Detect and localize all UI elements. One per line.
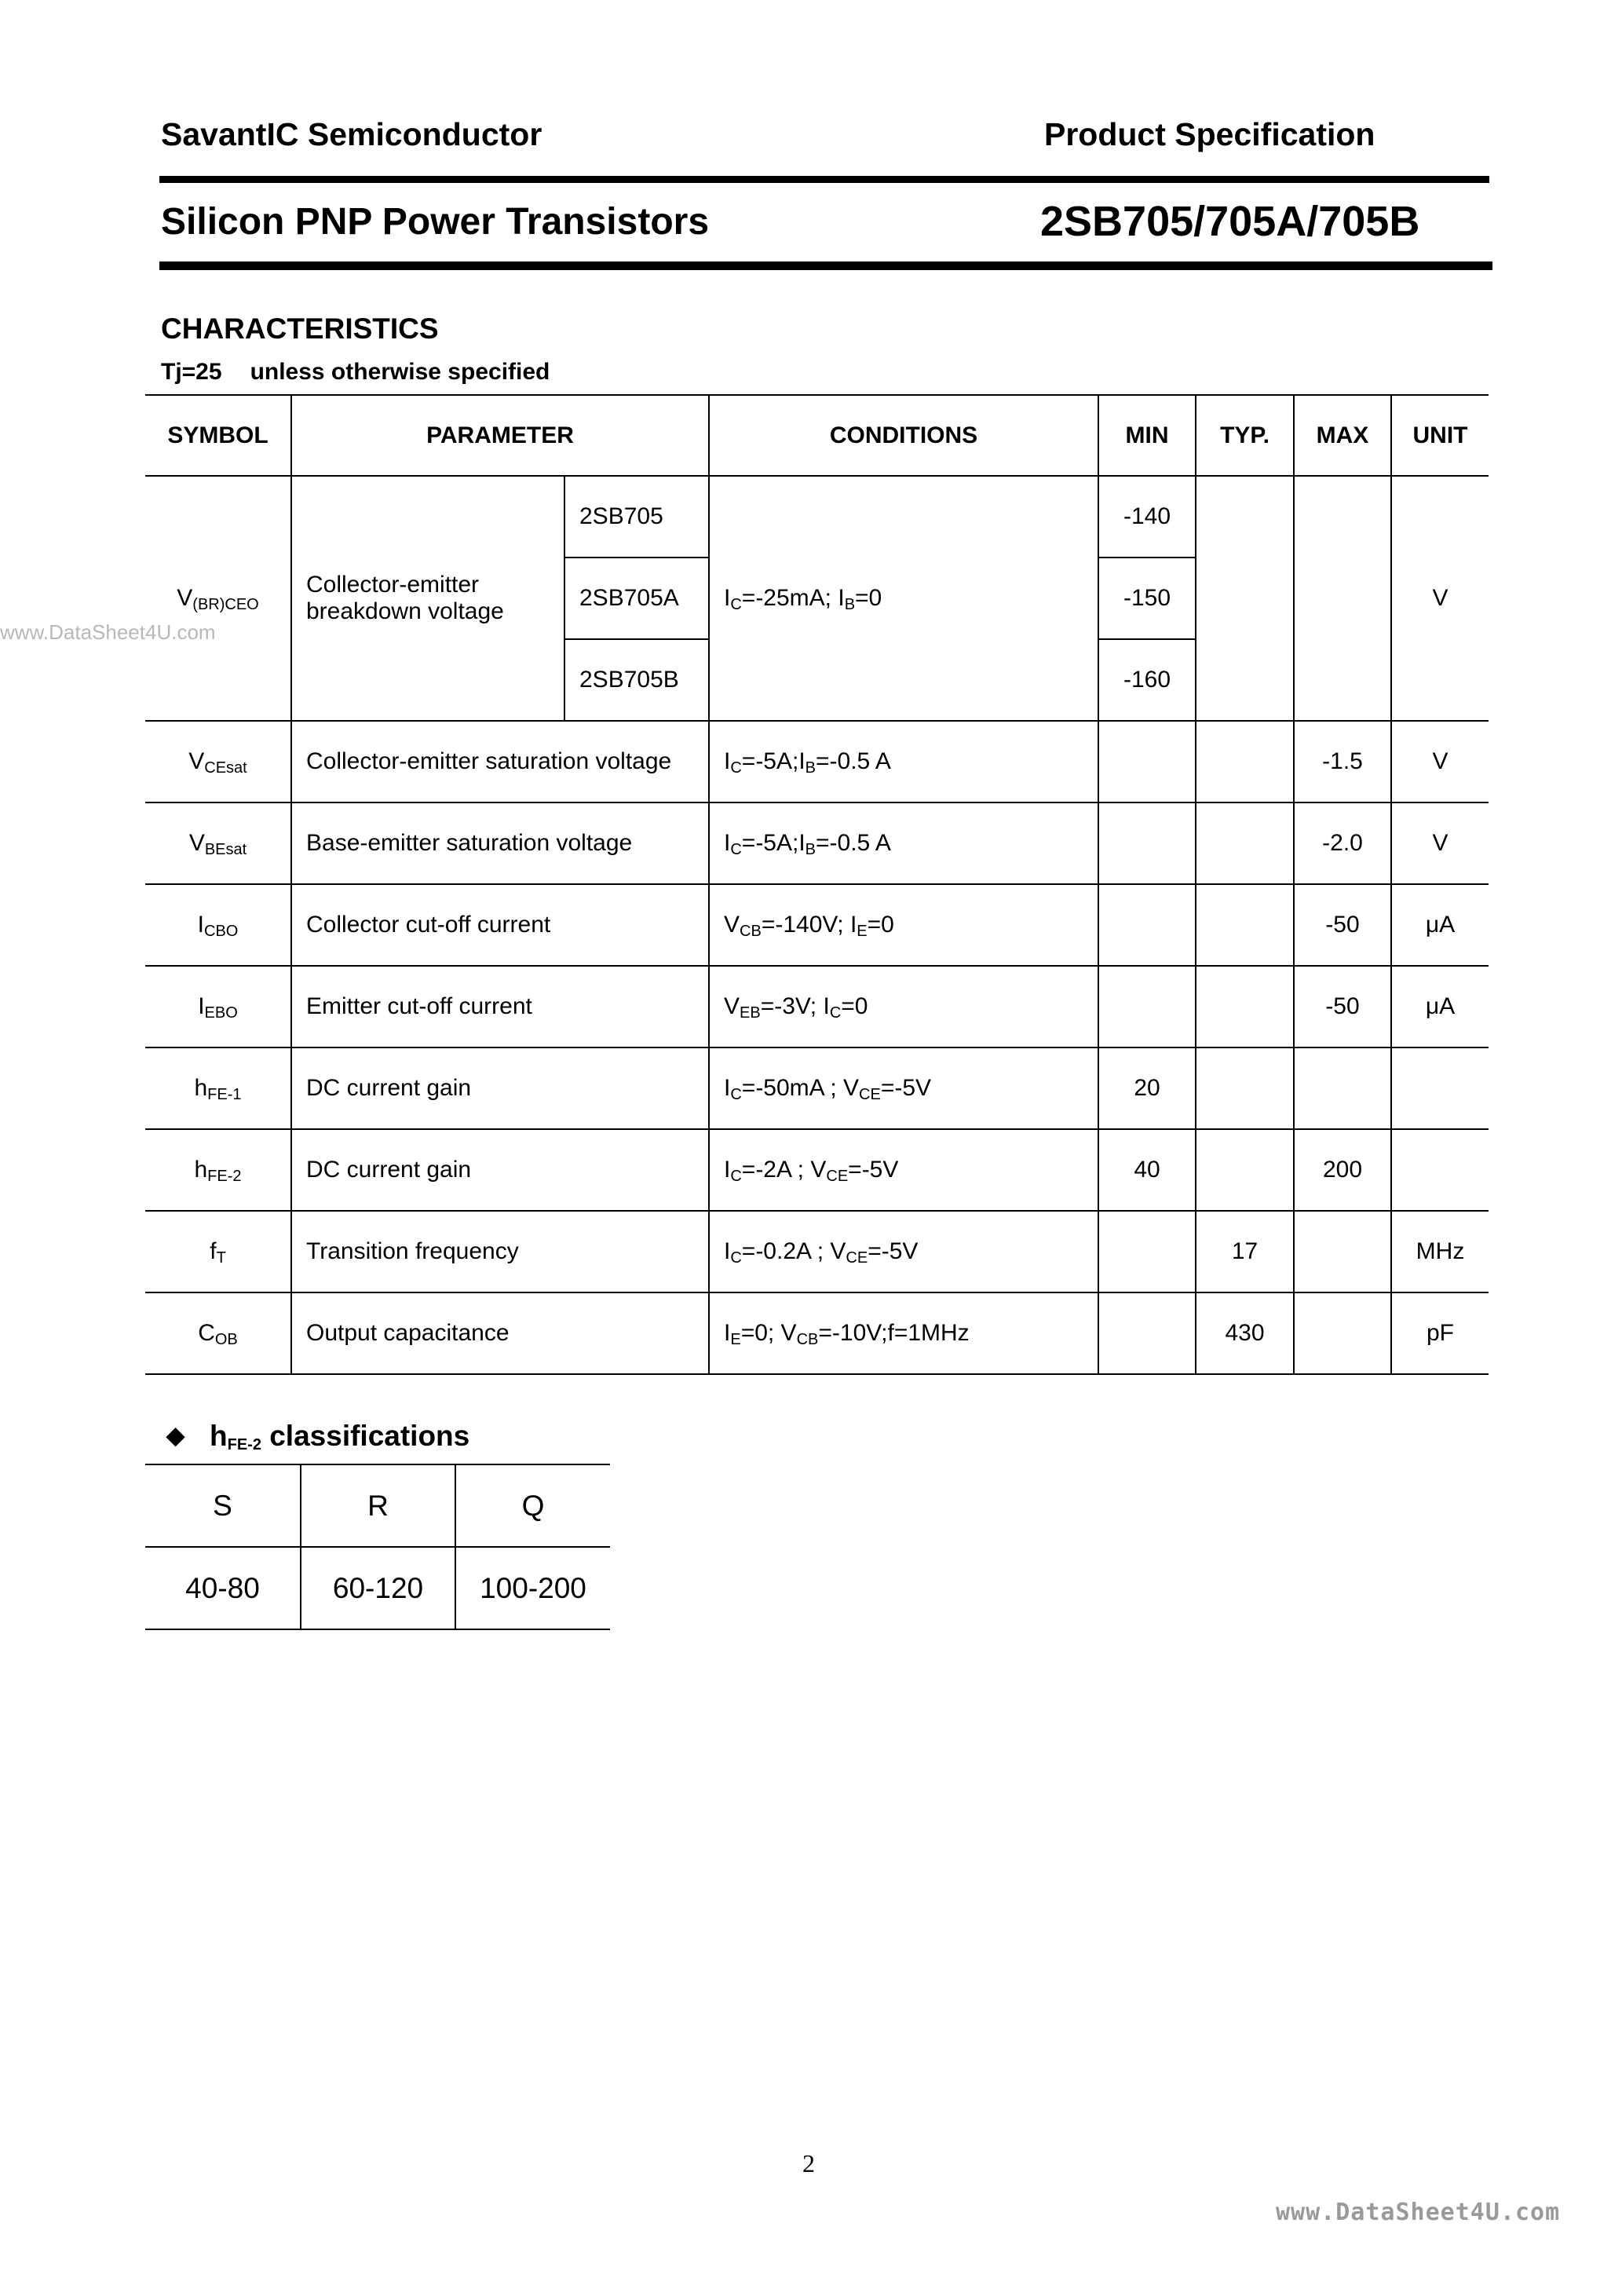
table-row bbox=[145, 1047, 1489, 1129]
grade-cell: S bbox=[145, 1464, 301, 1547]
min-cell: -140 bbox=[1098, 476, 1196, 558]
section-title: CHARACTERISTICS bbox=[161, 313, 439, 345]
parameter-cell: Collector-emitter saturation voltage bbox=[291, 721, 709, 803]
typ-cell: 430 bbox=[1196, 1292, 1294, 1374]
unit-cell: V bbox=[1391, 476, 1489, 721]
max-cell: -50 bbox=[1294, 884, 1391, 966]
unit-cell: V bbox=[1391, 803, 1489, 884]
table-header-row bbox=[145, 395, 1489, 476]
max-cell bbox=[1294, 1211, 1391, 1292]
max-cell bbox=[1294, 1292, 1391, 1374]
range-cell: 100-200 bbox=[455, 1547, 610, 1629]
page-number: 2 bbox=[802, 2149, 815, 2177]
parameter-cell: Emitter cut-off current bbox=[291, 966, 709, 1047]
typ-cell bbox=[1196, 1129, 1294, 1211]
header-conditions: CONDITIONS bbox=[709, 395, 1098, 476]
header-rule-bottom bbox=[159, 261, 1492, 270]
max-cell: -50 bbox=[1294, 966, 1391, 1047]
unit-cell: μA bbox=[1391, 966, 1489, 1047]
parameter-cell: Transition frequency bbox=[291, 1211, 709, 1292]
min-cell bbox=[1098, 721, 1196, 803]
symbol-cell: $h_{FE-2}$ bbox=[145, 1129, 291, 1211]
table-row bbox=[145, 721, 1489, 803]
min-cell bbox=[1098, 966, 1196, 1047]
typ-cell bbox=[1196, 803, 1294, 884]
min-cell bbox=[1098, 884, 1196, 966]
unit-cell: μA bbox=[1391, 884, 1489, 966]
conditions-cell: $I_C=-25mA$; $I_B=0$ bbox=[709, 476, 1098, 721]
unit-cell: pF bbox=[1391, 1292, 1489, 1374]
min-cell bbox=[1098, 1211, 1196, 1292]
typ-cell bbox=[1196, 1047, 1294, 1129]
temperature-condition: Tj=25 bbox=[161, 359, 222, 385]
conditions-cell: $I_C=-0.2A$ ; $V_{CE}=-5V$ bbox=[709, 1211, 1098, 1292]
symbol-cell: $V_{(BR)CEO}$ bbox=[145, 476, 291, 721]
parameter-cell: DC current gain bbox=[291, 1129, 709, 1211]
typ-cell bbox=[1196, 721, 1294, 803]
max-cell: 200 bbox=[1294, 1129, 1391, 1211]
min-cell: -160 bbox=[1098, 639, 1196, 721]
condition-note: unless otherwise specified bbox=[250, 359, 550, 385]
variant-cell: 2SB705B bbox=[564, 639, 709, 721]
header-unit: UNIT bbox=[1391, 395, 1489, 476]
grade-cell: Q bbox=[455, 1464, 610, 1547]
watermark-bottom: www.DataSheet4U.com bbox=[1276, 2199, 1561, 2226]
typ-cell bbox=[1196, 966, 1294, 1047]
min-cell: -150 bbox=[1098, 558, 1196, 639]
conditions-cell: $I_C=-2A$ ; $V_{CE}=-5V$ bbox=[709, 1129, 1098, 1211]
section-conditions bbox=[161, 359, 550, 386]
characteristics-table bbox=[145, 394, 1489, 1375]
header-rule-top bbox=[159, 176, 1489, 183]
spec-label: Product Specification bbox=[1044, 116, 1375, 152]
range-cell: 60-120 bbox=[301, 1547, 455, 1629]
variant-cell: 2SB705A bbox=[564, 558, 709, 639]
parameter-cell: Collector cut-off current bbox=[291, 884, 709, 966]
max-cell: -2.0 bbox=[1294, 803, 1391, 884]
classification-table bbox=[145, 1464, 610, 1630]
watermark-left: www.DataSheet4U.com bbox=[0, 620, 216, 644]
part-number: 2SB705/705A/705B bbox=[1040, 198, 1420, 245]
table-row bbox=[145, 803, 1489, 884]
min-cell: 40 bbox=[1098, 1129, 1196, 1211]
conditions-cell: $V_{EB}=-3V$; $I_C=0$ bbox=[709, 966, 1098, 1047]
company-name: SavantIC Semiconductor bbox=[161, 116, 542, 152]
conditions-cell: $V_{CB}=-140V$; $I_E=0$ bbox=[709, 884, 1098, 966]
symbol-cell: $I_{EBO}$ bbox=[145, 966, 291, 1047]
parameter-cell: DC current gain bbox=[291, 1047, 709, 1129]
table-row bbox=[145, 476, 1489, 558]
parameter-cell: Base-emitter saturation voltage bbox=[291, 803, 709, 884]
max-cell bbox=[1294, 476, 1391, 721]
unit-cell bbox=[1391, 1047, 1489, 1129]
table-row bbox=[145, 1464, 610, 1547]
header-symbol: SYMBOL bbox=[145, 395, 291, 476]
max-cell: -1.5 bbox=[1294, 721, 1391, 803]
typ-cell bbox=[1196, 884, 1294, 966]
min-cell: 20 bbox=[1098, 1047, 1196, 1129]
variant-cell: 2SB705 bbox=[564, 476, 709, 558]
table-row bbox=[145, 1292, 1489, 1374]
min-cell bbox=[1098, 1292, 1196, 1374]
conditions-cell: $I_C=-50mA$ ; $V_{CE}=-5V$ bbox=[709, 1047, 1098, 1129]
table-row bbox=[145, 884, 1489, 966]
table-row bbox=[145, 966, 1489, 1047]
grade-cell: R bbox=[301, 1464, 455, 1547]
min-cell bbox=[1098, 803, 1196, 884]
unit-cell: MHz bbox=[1391, 1211, 1489, 1292]
conditions-cell: $I_C=-5A;I_B=-0.5$ A bbox=[709, 803, 1098, 884]
symbol-cell: $f_T$ bbox=[145, 1211, 291, 1292]
symbol-cell: $C_{OB}$ bbox=[145, 1292, 291, 1374]
conditions-cell: $I_C=-5A;I_B=-0.5$ A bbox=[709, 721, 1098, 803]
header-max: MAX bbox=[1294, 395, 1391, 476]
symbol-cell: $I_{CBO}$ bbox=[145, 884, 291, 966]
typ-cell: 17 bbox=[1196, 1211, 1294, 1292]
unit-cell: V bbox=[1391, 721, 1489, 803]
document-title: Silicon PNP Power Transistors bbox=[161, 201, 710, 243]
typ-cell bbox=[1196, 476, 1294, 721]
unit-cell bbox=[1391, 1129, 1489, 1211]
conditions-cell: $I_E=0$; $V_{CB}=-10V;f=1MHz$ bbox=[709, 1292, 1098, 1374]
symbol-cell: $V_{CEsat}$ bbox=[145, 721, 291, 803]
table-row bbox=[145, 1547, 610, 1629]
parameter-cell: Collector-emitter breakdown voltage bbox=[291, 476, 564, 721]
parameter-cell: Output capacitance bbox=[291, 1292, 709, 1374]
max-cell bbox=[1294, 1047, 1391, 1129]
header-parameter: PARAMETER bbox=[291, 395, 709, 476]
header-typ: TYP. bbox=[1196, 395, 1294, 476]
diamond-bullet-icon: ◆ bbox=[166, 1423, 185, 1449]
table-row bbox=[145, 1211, 1489, 1292]
header-min: MIN bbox=[1098, 395, 1196, 476]
table-row bbox=[145, 1129, 1489, 1211]
classification-title: ◆ $h_{FE-2}$ classifications bbox=[166, 1420, 470, 1453]
symbol-cell: $h_{FE-1}$ bbox=[145, 1047, 291, 1129]
symbol-cell: $V_{BEsat}$ bbox=[145, 803, 291, 884]
range-cell: 40-80 bbox=[145, 1547, 301, 1629]
